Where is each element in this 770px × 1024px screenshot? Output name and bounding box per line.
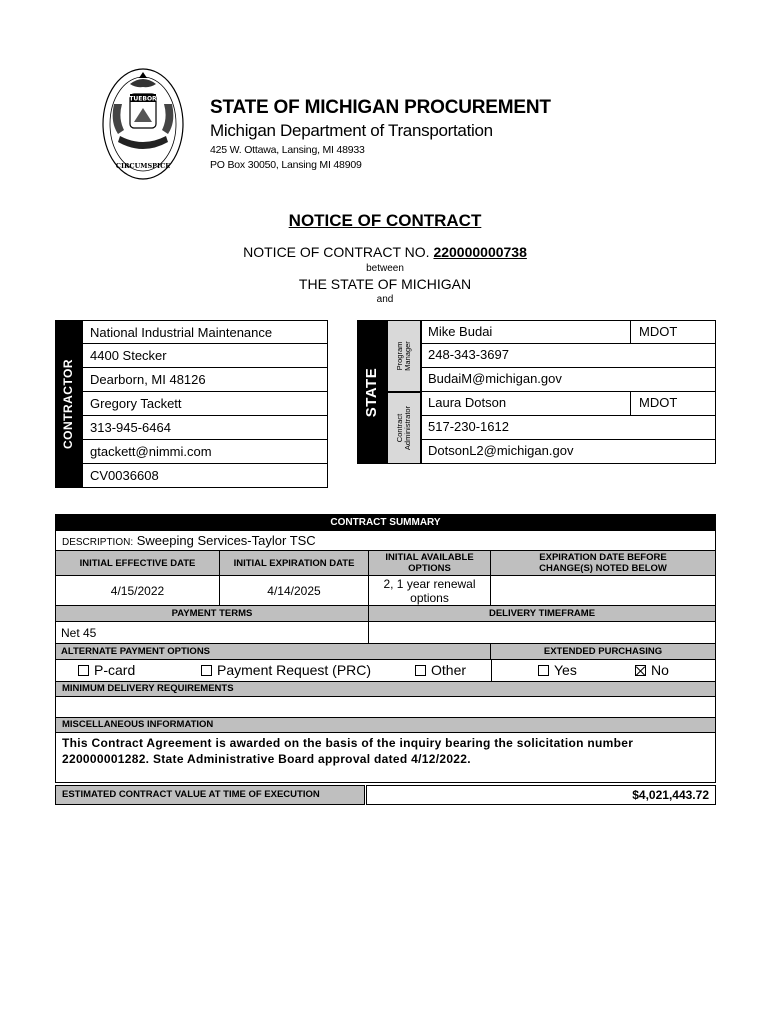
ca-email: DotsonL2@michigan.gov [428,443,574,458]
payment-terms-value: Net 45 [56,622,369,643]
contract-value-amount: $4,021,443.72 [366,785,716,805]
other-checkbox[interactable] [415,665,426,676]
ca-agency: MDOT [630,392,717,415]
pm-row [421,320,716,344]
seal-motto-tuebor: TUEBOR [129,95,157,103]
contractor-vendor-id: CV0036608 [82,464,328,488]
pm-agency: MDOT [630,321,717,343]
contract-number-label: NOTICE OF CONTRACT NO. [243,244,430,260]
delivery-timeframe-label: DELIVERY TIMEFRAME [369,606,715,621]
min-delivery-value [55,697,716,718]
alt-payment-header-row [55,644,716,660]
contract-administrator-label: Contract Administrator [387,392,421,464]
ca-phone: 517-230-1612 [428,419,509,434]
ca-name: Laura Dotson [428,395,507,410]
pcard-option[interactable]: P-card [78,662,135,678]
contractor-info [82,320,328,488]
address-line-2: PO Box 30050, Lansing MI 48909 [210,159,362,171]
pm-phone: 248-343-3697 [428,347,509,362]
no-checkbox-checked[interactable] [635,665,646,676]
prc-checkbox[interactable] [201,665,212,676]
expiration-before-label: EXPIRATION DATE BEFORE CHANGE(S) NOTED BELOW [491,551,715,575]
initial-effective-date: 4/15/2022 [56,576,220,605]
misc-info-label: MISCELLANEOUS INFORMATION [55,718,716,733]
ca-email-row [421,440,716,464]
contractor-email: gtackett@nimmi.com [82,440,328,464]
prc-option[interactable]: Payment Request (PRC) [201,662,371,678]
contract-summary [55,514,716,805]
michigan-state-seal [100,64,186,182]
state-contacts [421,320,716,464]
state-name: THE STATE OF MICHIGAN [298,276,472,292]
initial-options-value: 2, 1 year renewal options [369,576,491,605]
pm-email-row [421,368,716,392]
notice-title: NOTICE OF CONTRACT [288,211,482,230]
contractor-street: 4400 Stecker [82,344,328,368]
page-title: STATE OF MICHIGAN PROCUREMENT [210,97,551,118]
description-label: DESCRIPTION: [62,537,134,548]
pcard-checkbox[interactable] [78,665,89,676]
contract-number-line [0,244,770,260]
payment-value-row [55,622,716,644]
description-row [55,531,716,550]
address-line-1: 425 W. Ottawa, Lansing, MI 48933 [210,144,365,156]
delivery-timeframe-value [369,622,715,643]
yes-checkbox[interactable] [538,665,549,676]
contract-value-row [55,785,716,805]
payment-terms-label: PAYMENT TERMS [56,606,369,621]
between-text: between [366,263,404,274]
dates-header-row [55,550,716,576]
contract-summary-heading: CONTRACT SUMMARY [55,514,716,531]
contract-value-label: ESTIMATED CONTRACT VALUE AT TIME OF EXECUTION [55,785,365,805]
dates-value-row [55,576,716,606]
initial-effective-label: INITIAL EFFECTIVE DATE [56,551,220,575]
alt-payment-label: ALTERNATE PAYMENT OPTIONS [56,644,491,659]
misc-info-text: This Contract Agreement is awarded on the basis of the inquiry bearing the solicitation number 220000001282. State Administrative Board approval dated 4/12/2022. [55,733,716,783]
state-label: STATE [357,320,387,464]
contractor-city: Dearborn, MI 48126 [82,368,328,392]
pm-phone-row [421,344,716,368]
contractor-name: National Industrial Maintenance [82,320,328,344]
contractor-contact: Gregory Tackett [82,392,328,416]
contractor-label: CONTRACTOR [55,320,82,488]
and-text: and [376,294,394,305]
no-option[interactable]: No [635,662,669,678]
ca-phone-row [421,416,716,440]
other-option[interactable]: Other [415,662,466,678]
payment-header-row [55,606,716,622]
initial-expiration-label: INITIAL EXPIRATION DATE [220,551,369,575]
extended-purchasing-label: EXTENDED PURCHASING [543,646,663,657]
ca-row [421,392,716,416]
contractor-phone: 313-945-6464 [82,416,328,440]
description-value: Sweeping Services-Taylor TSC [136,533,316,548]
yes-option[interactable]: Yes [538,662,577,678]
contract-number: 220000000738 [433,244,527,260]
department-name: Michigan Department of Transportation [210,121,493,140]
payment-options-row [55,660,716,682]
expiration-before-value [491,576,715,605]
initial-expiration-date: 4/14/2025 [220,576,369,605]
pm-email: BudaiM@michigan.gov [428,371,562,386]
program-manager-label: Program Manager [387,320,421,392]
initial-options-label: INITIAL AVAILABLE OPTIONS [369,551,491,575]
seal-motto-circumspice: CIRCUMSPICE [115,162,171,170]
pm-name: Mike Budai [428,324,493,339]
min-delivery-label: MINIMUM DELIVERY REQUIREMENTS [55,682,716,697]
